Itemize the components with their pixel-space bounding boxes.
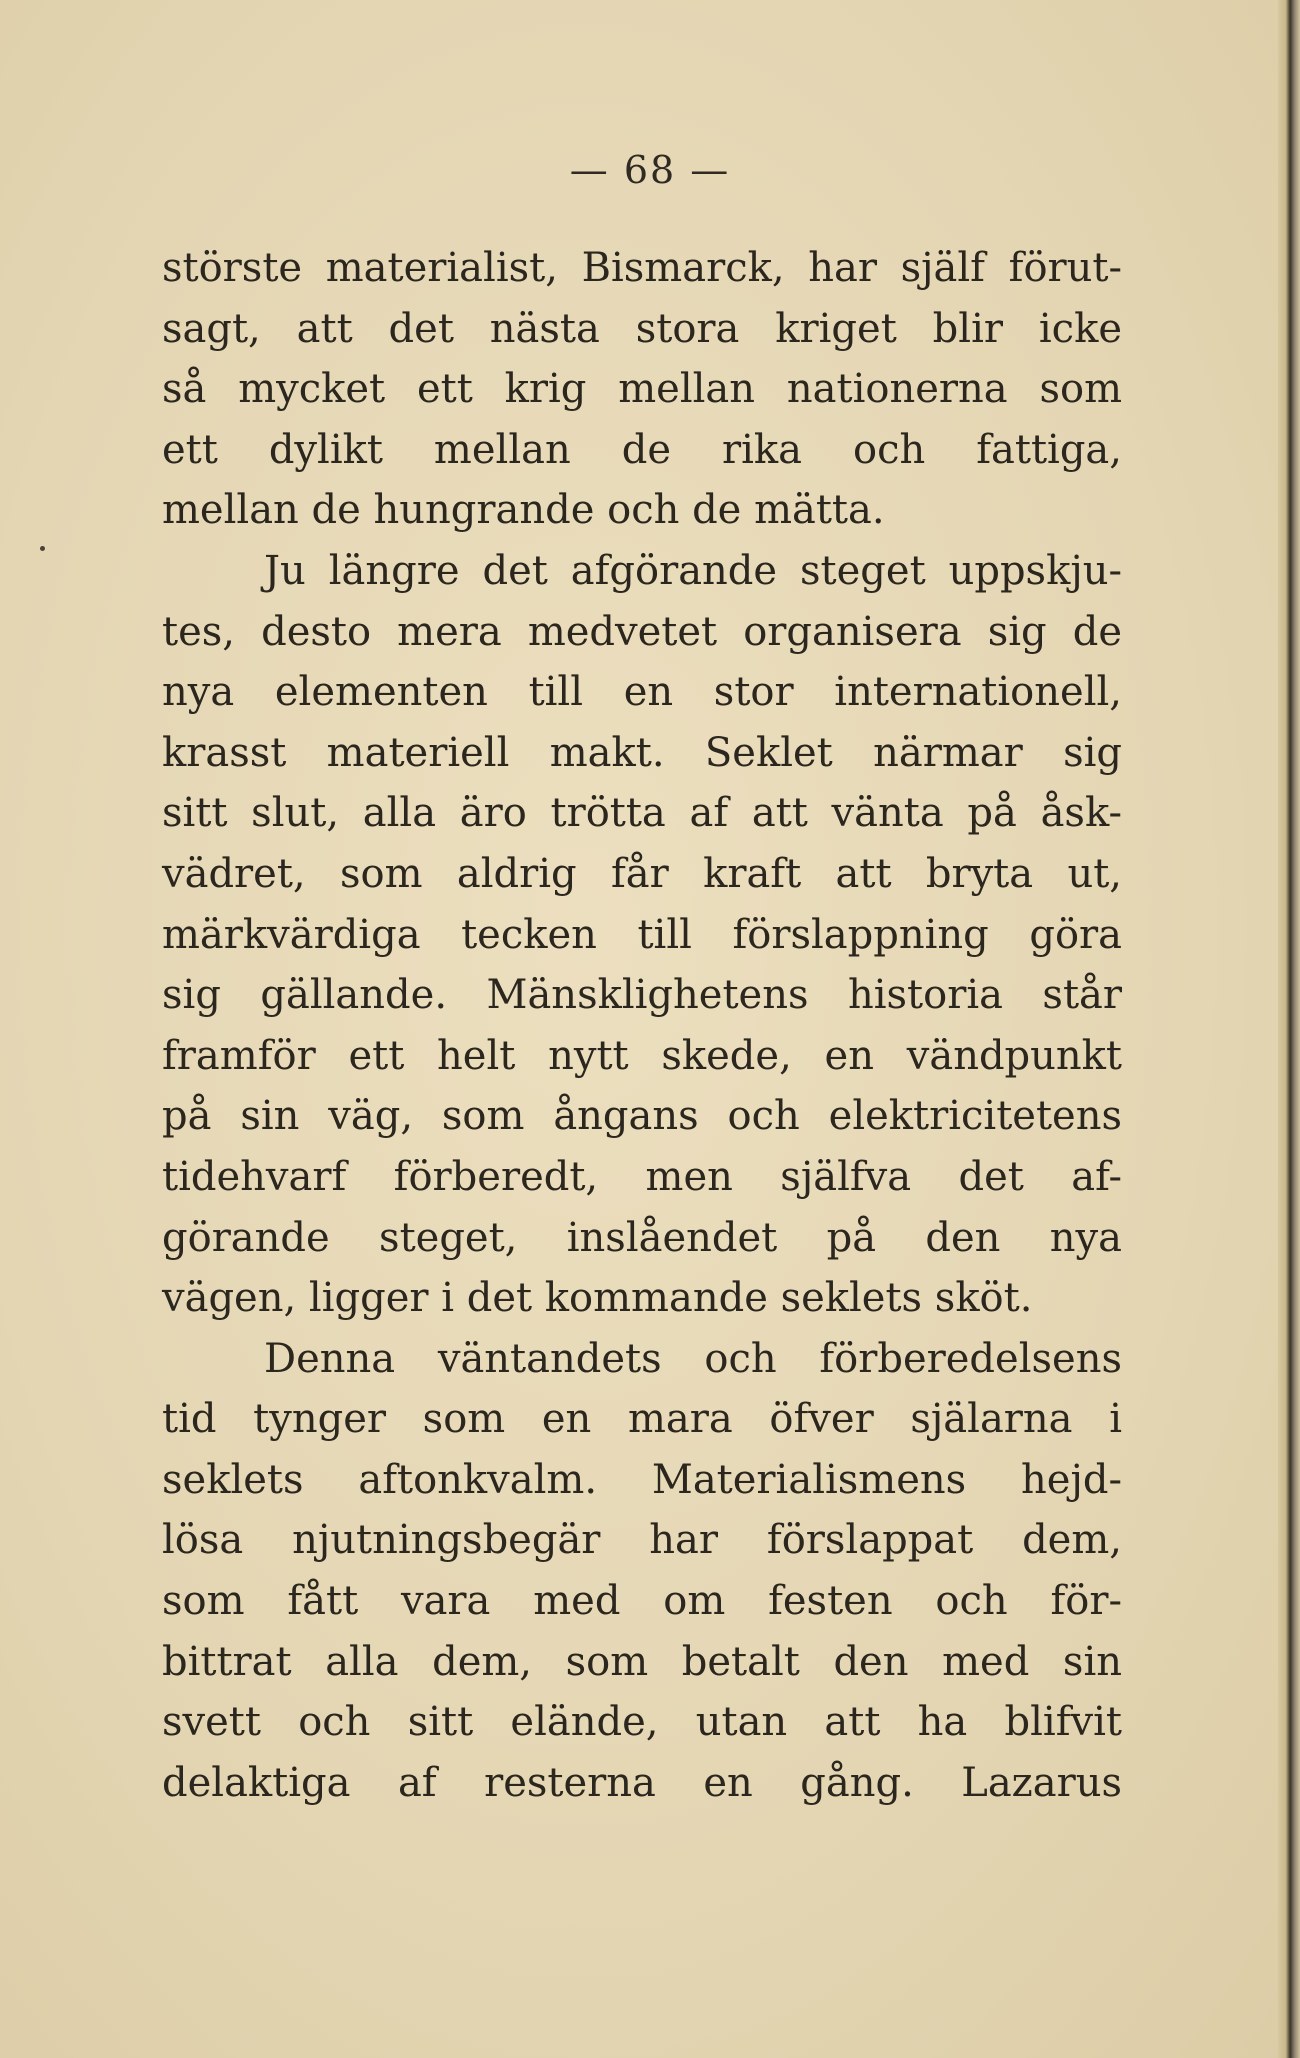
text-line: ett dylikt mellan de rika och fattiga,: [162, 426, 1122, 473]
text-line: vädret, som aldrig får kraft att bryta ut,: [162, 850, 1122, 897]
text-line: sagt, att det nästa stora kriget blir icke: [162, 305, 1122, 352]
text-line: nya elementen till en stor internationell,: [162, 669, 1122, 716]
text-line: tid tynger som en mara öfver själarna i: [162, 1396, 1122, 1443]
text-line: krasst materiell makt. Seklet närmar sig: [162, 729, 1122, 776]
page-number: — 68 —: [569, 148, 731, 192]
text-line: tidehvarf förberedt, men själfva det af-: [162, 1153, 1122, 1200]
text-line: svett och sitt elände, utan att ha blifvit: [162, 1699, 1122, 1746]
text-line: tes, desto mera medvetet organisera sig de: [162, 608, 1122, 655]
text-line: Denna väntandets och förberedelsens: [264, 1335, 1122, 1382]
text-line: seklets aftonkvalm. Materialismens hejd-: [162, 1456, 1122, 1503]
text-line: på sin väg, som ångans och elektricitetens: [162, 1093, 1122, 1140]
body-text: [162, 238, 1122, 1813]
text-line: bittrat alla dem, som betalt den med sin: [162, 1638, 1122, 1685]
text-line: sig gällande. Mänsklighetens historia står: [162, 972, 1122, 1019]
text-line: görande steget, inslåendet på den nya: [162, 1214, 1122, 1261]
text-line: så mycket ett krig mellan nationerna som: [162, 366, 1122, 413]
text-line: lösa njutningsbegär har förslappat dem,: [162, 1517, 1122, 1564]
text-line: Ju längre det afgörande steget uppskju-: [264, 547, 1122, 594]
text-line: störste materialist, Bismarck, har själf förut-: [162, 245, 1122, 291]
text-line: märkvärdiga tecken till förslappning göra: [162, 911, 1122, 958]
text-line: framför ett helt nytt skede, en vändpunkt: [162, 1032, 1122, 1079]
text-line: delaktiga af resterna en gång. Lazarus: [162, 1759, 1122, 1806]
text-line: som fått vara med om festen och för-: [162, 1578, 1122, 1625]
book-spine-edge: [1278, 0, 1300, 2058]
ink-speck: [40, 546, 45, 551]
text-line: mellan de hungrande och de mätta.: [162, 487, 885, 534]
text-line: sitt slut, alla äro trötta af att vänta på åsk-: [162, 790, 1122, 837]
text-line: vägen, ligger i det kommande seklets sköt.: [162, 1275, 1033, 1322]
